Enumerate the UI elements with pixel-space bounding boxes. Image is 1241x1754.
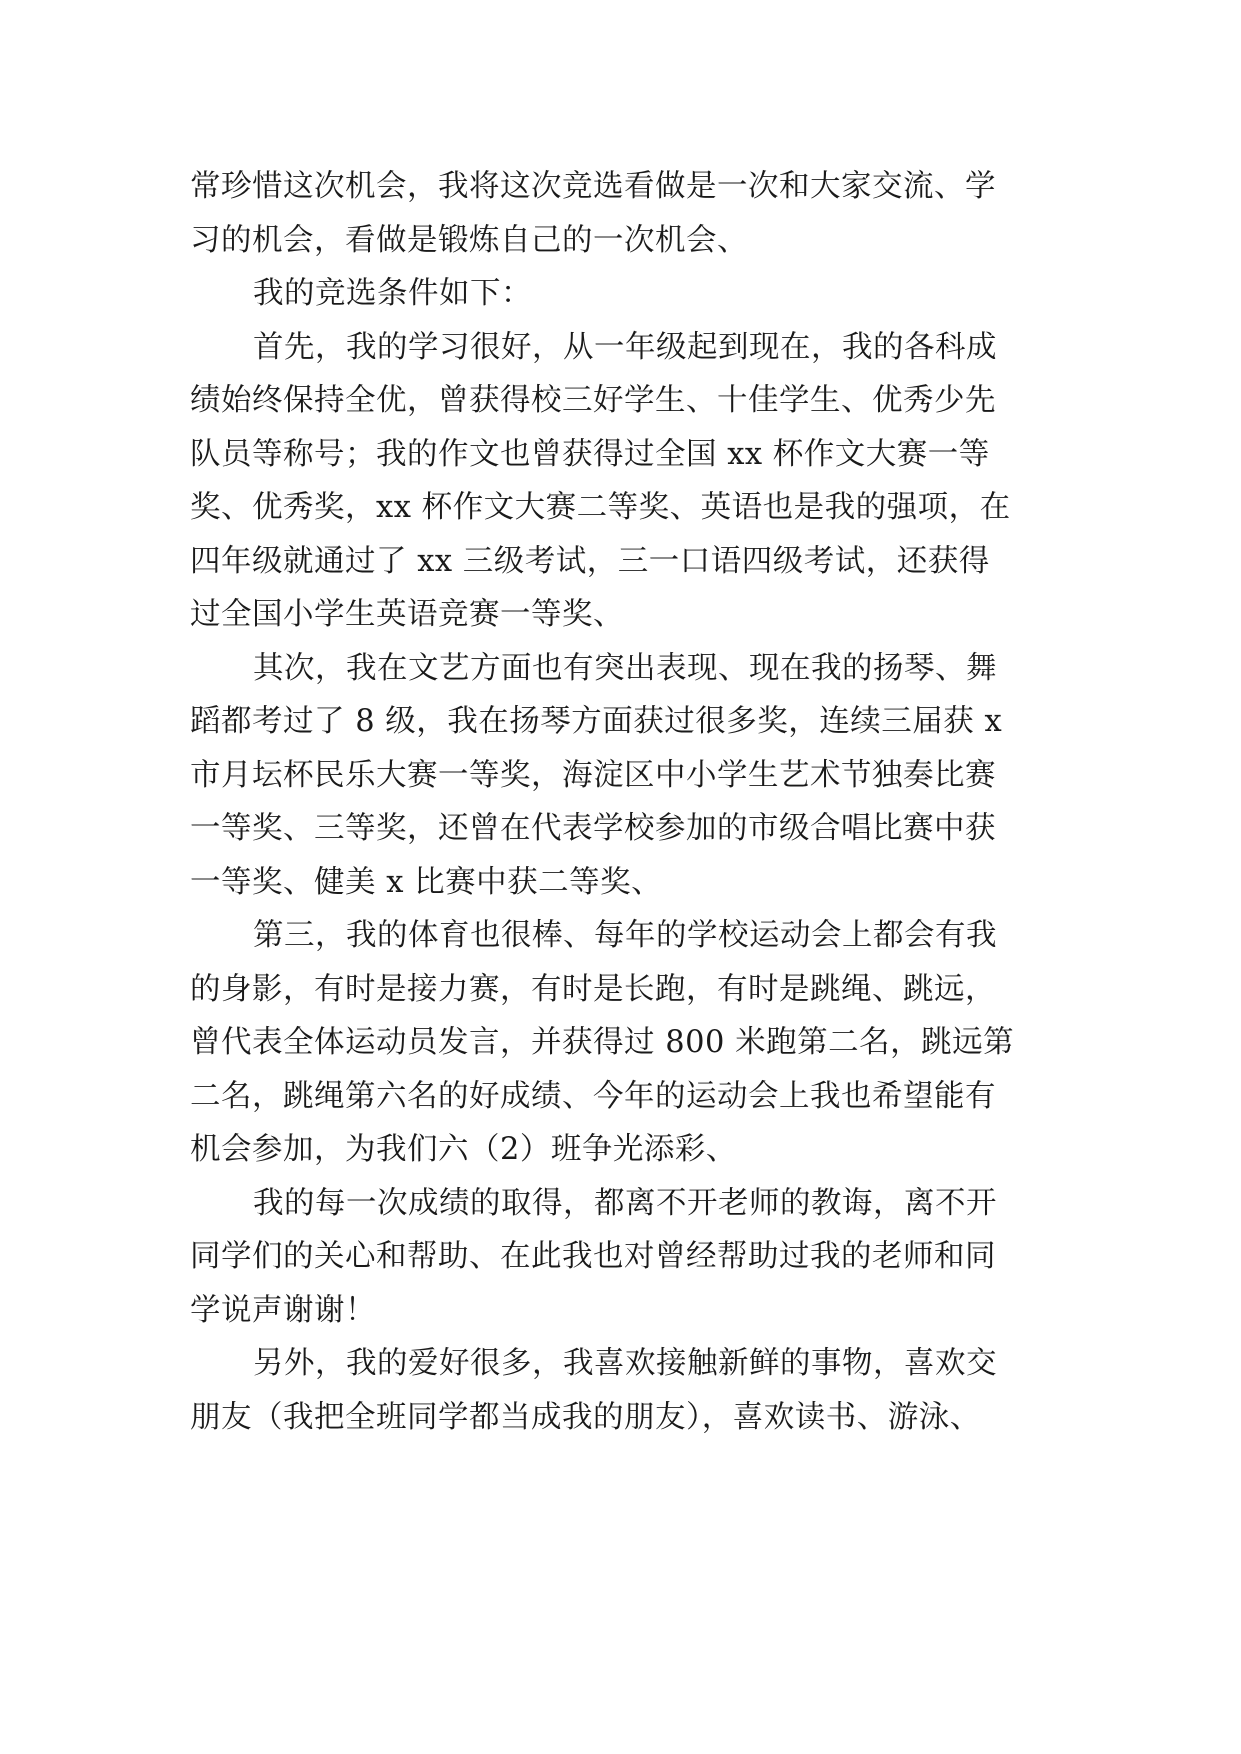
text-line: 二名，跳绳第六名的好成绩、今年的运动会上我也希望能有 — [190, 1078, 996, 1114]
text-line: 常珍惜这次机会，我将这次竞选看做是一次和大家交流、学 — [190, 169, 996, 204]
text-line: 曾代表全体运动员发言，并获得过 800 米跑第二名，跳远第 — [190, 1025, 1015, 1060]
text-line: 过全国小学生英语竞赛一等奖、 — [190, 597, 624, 632]
paragraph-sports — [190, 909, 1050, 1177]
text-line: 朋友（我把全班同学都当成我的朋友），喜欢读书、游泳、 — [190, 1399, 981, 1435]
paragraph-conditions-intro — [190, 267, 1050, 321]
text-line: 一等奖、三等奖，还曾在代表学校参加的市级合唱比赛中获 — [190, 811, 996, 846]
text-line: 另外，我的爱好很多，我喜欢接触新鲜的事物，喜欢交 — [253, 1346, 997, 1381]
text-line: 奖、优秀奖，xx 杯作文大赛二等奖、英语也是我的强项，在 — [190, 490, 1011, 525]
text-line: 我的竞选条件如下： — [253, 276, 532, 311]
text-line: 市月坛杯民乐大赛一等奖，海淀区中小学生艺术节独奏比赛 — [190, 757, 996, 793]
text-line: 首先，我的学习很好，从一年级起到现在，我的各科成 — [253, 329, 997, 365]
text-line: 四年级就通过了 xx 三级考试，三一口语四级考试，还获得 — [190, 543, 990, 579]
text-line: 同学们的关心和帮助、在此我也对曾经帮助过我的老师和同 — [190, 1239, 996, 1274]
text-line: 其次，我在文艺方面也有突出表现、现在我的扬琴、舞 — [253, 650, 997, 686]
paragraph-study — [190, 321, 1050, 642]
paragraph-arts — [190, 642, 1050, 910]
text-line: 一等奖、健美 x 比赛中获二等奖、 — [190, 864, 663, 900]
text-line: 学说声谢谢！ — [190, 1292, 376, 1328]
text-line: 队员等称号；我的作文也曾获得过全国 xx 杯作文大赛一等 — [190, 436, 990, 472]
text-line: 我的每一次成绩的取得，都离不开老师的教诲，离不开 — [253, 1185, 997, 1221]
text-line: 的身影，有时是接力赛，有时是长跑，有时是跳绳、跳远， — [190, 971, 996, 1007]
text-line: 蹈都考过了 8 级，我在扬琴方面获过很多奖，连续三届获 x — [190, 704, 1003, 739]
text-line: 第三，我的体育也很棒、每年的学校运动会上都会有我 — [253, 918, 997, 953]
paragraph-opportunity — [190, 160, 1050, 267]
paragraph-thanks — [190, 1177, 1050, 1338]
paragraph-hobbies — [190, 1337, 1050, 1444]
text-line: 机会参加，为我们六（2）班争光添彩、 — [190, 1132, 737, 1167]
body-text — [190, 160, 1050, 1444]
text-line: 绩始终保持全优，曾获得校三好学生、十佳学生、优秀少先 — [190, 383, 996, 418]
text-line: 习的机会，看做是锻炼自己的一次机会、 — [190, 222, 748, 258]
